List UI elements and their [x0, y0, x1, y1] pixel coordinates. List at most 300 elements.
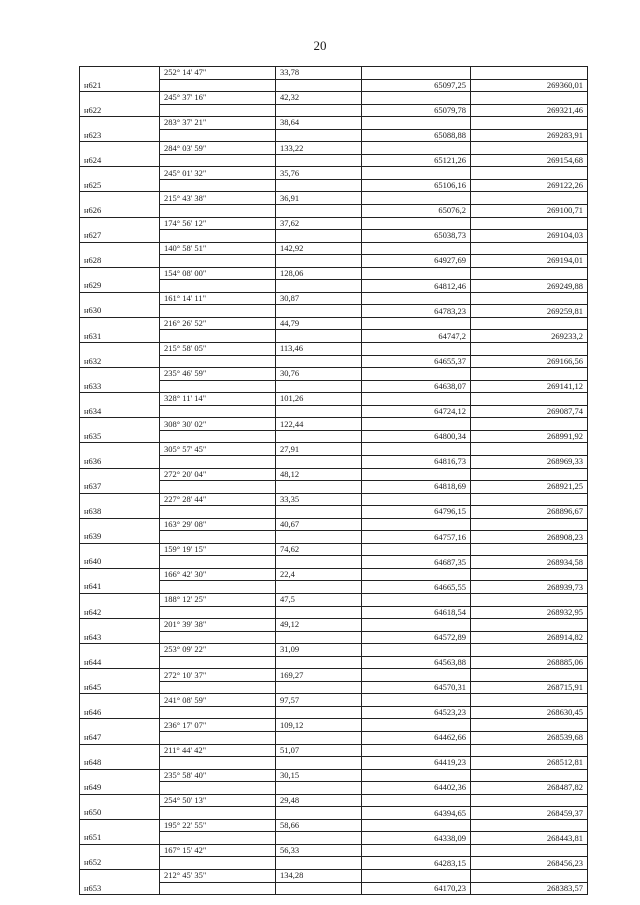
- point-name-cell: [80, 117, 160, 130]
- y-coordinate-cell: [471, 267, 588, 280]
- y-coordinate-cell: [471, 117, 588, 130]
- point-name-cell: н642: [80, 606, 160, 619]
- point-row: [80, 706, 588, 719]
- x-coordinate-cell: 64687,35: [362, 556, 471, 569]
- distance-cell: 42,32: [276, 92, 362, 105]
- y-coordinate-cell: 268885,06: [471, 656, 588, 669]
- y-coordinate-cell: [471, 669, 588, 682]
- distance-cell: [276, 280, 362, 293]
- y-coordinate-cell: 268896,67: [471, 506, 588, 519]
- y-coordinate-cell: 268934,58: [471, 556, 588, 569]
- distance-cell: 56,33: [276, 844, 362, 857]
- direction-angle-cell: 154° 08' 00": [160, 267, 276, 280]
- direction-angle-cell: 236° 17' 07": [160, 719, 276, 732]
- segment-row: [80, 769, 588, 782]
- point-row: [80, 757, 588, 770]
- x-coordinate-cell: [362, 292, 471, 305]
- point-name-cell: н645: [80, 681, 160, 694]
- x-coordinate-cell: [362, 694, 471, 707]
- direction-angle-cell: [160, 355, 276, 368]
- distance-cell: 38,64: [276, 117, 362, 130]
- distance-cell: [276, 807, 362, 820]
- point-name-cell: [80, 418, 160, 431]
- distance-cell: [276, 782, 362, 795]
- point-name-cell: [80, 443, 160, 456]
- direction-angle-cell: [160, 631, 276, 644]
- direction-angle-cell: [160, 280, 276, 293]
- point-name-cell: [80, 92, 160, 105]
- point-name-cell: [80, 317, 160, 330]
- x-coordinate-cell: 65106,16: [362, 179, 471, 192]
- point-row: [80, 179, 588, 192]
- segment-row: [80, 292, 588, 305]
- distance-cell: 30,76: [276, 368, 362, 381]
- segment-row: [80, 669, 588, 682]
- point-name-cell: [80, 870, 160, 883]
- point-name-cell: [80, 744, 160, 757]
- x-coordinate-cell: [362, 468, 471, 481]
- y-coordinate-cell: [471, 844, 588, 857]
- y-coordinate-cell: 268487,82: [471, 782, 588, 795]
- x-coordinate-cell: 64618,54: [362, 606, 471, 619]
- point-name-cell: [80, 393, 160, 406]
- point-name-cell: [80, 568, 160, 581]
- direction-angle-cell: 284° 03' 59": [160, 142, 276, 155]
- direction-angle-cell: [160, 104, 276, 117]
- distance-cell: [276, 506, 362, 519]
- direction-angle-cell: [160, 205, 276, 218]
- point-name-cell: [80, 192, 160, 205]
- point-name-cell: н647: [80, 731, 160, 744]
- point-row: [80, 807, 588, 820]
- point-row: [80, 581, 588, 594]
- direction-angle-cell: [160, 129, 276, 142]
- x-coordinate-cell: [362, 142, 471, 155]
- y-coordinate-cell: 268512,81: [471, 757, 588, 770]
- y-coordinate-cell: 268539,68: [471, 731, 588, 744]
- x-coordinate-cell: 64747,2: [362, 330, 471, 343]
- point-row: [80, 782, 588, 795]
- segment-row: [80, 343, 588, 356]
- segment-row: [80, 192, 588, 205]
- x-coordinate-cell: [362, 393, 471, 406]
- segment-row: [80, 619, 588, 632]
- point-row: [80, 255, 588, 268]
- segment-row: [80, 568, 588, 581]
- point-row: [80, 129, 588, 142]
- y-coordinate-cell: 268969,33: [471, 455, 588, 468]
- direction-angle-cell: 272° 10' 37": [160, 669, 276, 682]
- direction-angle-cell: 253° 09' 22": [160, 644, 276, 657]
- distance-cell: 30,87: [276, 292, 362, 305]
- y-coordinate-cell: [471, 217, 588, 230]
- direction-angle-cell: [160, 556, 276, 569]
- x-coordinate-cell: [362, 593, 471, 606]
- direction-angle-cell: 161° 14' 11": [160, 292, 276, 305]
- distance-cell: [276, 832, 362, 845]
- y-coordinate-cell: [471, 167, 588, 180]
- direction-angle-cell: [160, 681, 276, 694]
- x-coordinate-cell: [362, 619, 471, 632]
- distance-cell: 36,91: [276, 192, 362, 205]
- segment-row: [80, 794, 588, 807]
- x-coordinate-cell: 64927,69: [362, 255, 471, 268]
- x-coordinate-cell: [362, 443, 471, 456]
- x-coordinate-cell: [362, 418, 471, 431]
- point-row: [80, 380, 588, 393]
- direction-angle-cell: 201° 39' 38": [160, 619, 276, 632]
- distance-cell: [276, 305, 362, 318]
- segment-row: [80, 393, 588, 406]
- point-name-cell: [80, 844, 160, 857]
- direction-angle-cell: [160, 154, 276, 167]
- x-coordinate-cell: 64462,66: [362, 731, 471, 744]
- point-name-cell: [80, 819, 160, 832]
- direction-angle-cell: [160, 506, 276, 519]
- x-coordinate-cell: [362, 267, 471, 280]
- point-name-cell: н628: [80, 255, 160, 268]
- segment-row: [80, 368, 588, 381]
- direction-angle-cell: [160, 305, 276, 318]
- point-name-cell: н650: [80, 807, 160, 820]
- distance-cell: [276, 430, 362, 443]
- distance-cell: [276, 255, 362, 268]
- point-row: [80, 731, 588, 744]
- direction-angle-cell: [160, 807, 276, 820]
- direction-angle-cell: 159° 19' 15": [160, 543, 276, 556]
- direction-angle-cell: [160, 782, 276, 795]
- distance-cell: [276, 556, 362, 569]
- y-coordinate-cell: [471, 794, 588, 807]
- point-row: [80, 280, 588, 293]
- distance-cell: [276, 757, 362, 770]
- direction-angle-cell: 188° 12' 25": [160, 593, 276, 606]
- distance-cell: [276, 230, 362, 243]
- x-coordinate-cell: 64638,07: [362, 380, 471, 393]
- segment-row: [80, 493, 588, 506]
- segment-row: [80, 67, 588, 80]
- point-name-cell: [80, 694, 160, 707]
- segment-row: [80, 167, 588, 180]
- point-name-cell: н632: [80, 355, 160, 368]
- distance-cell: 109,12: [276, 719, 362, 732]
- point-name-cell: н641: [80, 581, 160, 594]
- y-coordinate-cell: 268921,25: [471, 481, 588, 494]
- direction-angle-cell: [160, 405, 276, 418]
- point-name-cell: [80, 217, 160, 230]
- x-coordinate-cell: [362, 92, 471, 105]
- point-name-cell: н639: [80, 531, 160, 544]
- direction-angle-cell: [160, 606, 276, 619]
- direction-angle-cell: 174° 56' 12": [160, 217, 276, 230]
- y-coordinate-cell: 268932,95: [471, 606, 588, 619]
- point-name-cell: н652: [80, 857, 160, 870]
- point-row: [80, 230, 588, 243]
- y-coordinate-cell: [471, 819, 588, 832]
- page-number: 20: [313, 38, 327, 53]
- point-name-cell: н623: [80, 129, 160, 142]
- direction-angle-cell: 140° 58' 51": [160, 242, 276, 255]
- segment-row: [80, 518, 588, 531]
- distance-cell: 51,07: [276, 744, 362, 757]
- segment-row: [80, 217, 588, 230]
- distance-cell: [276, 681, 362, 694]
- y-coordinate-cell: [471, 744, 588, 757]
- direction-angle-cell: [160, 656, 276, 669]
- point-row: [80, 681, 588, 694]
- point-name-cell: [80, 794, 160, 807]
- point-row: [80, 154, 588, 167]
- y-coordinate-cell: 268991,92: [471, 430, 588, 443]
- point-name-cell: н636: [80, 455, 160, 468]
- x-coordinate-cell: [362, 568, 471, 581]
- point-name-cell: н646: [80, 706, 160, 719]
- point-name-cell: [80, 719, 160, 732]
- distance-cell: 97,57: [276, 694, 362, 707]
- distance-cell: 134,28: [276, 870, 362, 883]
- y-coordinate-cell: [471, 694, 588, 707]
- point-name-cell: н643: [80, 631, 160, 644]
- y-coordinate-cell: 269122,26: [471, 179, 588, 192]
- segment-row: [80, 819, 588, 832]
- segment-row: [80, 719, 588, 732]
- point-row: [80, 556, 588, 569]
- x-coordinate-cell: [362, 117, 471, 130]
- point-row: [80, 405, 588, 418]
- direction-angle-cell: 227° 28' 44": [160, 493, 276, 506]
- point-row: [80, 506, 588, 519]
- point-name-cell: [80, 669, 160, 682]
- point-name-cell: н621: [80, 79, 160, 92]
- y-coordinate-cell: 268630,45: [471, 706, 588, 719]
- direction-angle-cell: 308° 30' 02": [160, 418, 276, 431]
- point-name-cell: [80, 368, 160, 381]
- distance-cell: 113,46: [276, 343, 362, 356]
- distance-cell: 101,26: [276, 393, 362, 406]
- y-coordinate-cell: [471, 192, 588, 205]
- x-coordinate-cell: [362, 493, 471, 506]
- distance-cell: [276, 129, 362, 142]
- point-name-cell: [80, 518, 160, 531]
- distance-cell: 58,66: [276, 819, 362, 832]
- segment-row: [80, 468, 588, 481]
- distance-cell: 33,35: [276, 493, 362, 506]
- x-coordinate-cell: 64757,16: [362, 531, 471, 544]
- x-coordinate-cell: 64655,37: [362, 355, 471, 368]
- distance-cell: [276, 631, 362, 644]
- distance-cell: [276, 731, 362, 744]
- distance-cell: 37,62: [276, 217, 362, 230]
- y-coordinate-cell: [471, 543, 588, 556]
- x-coordinate-cell: 64724,12: [362, 405, 471, 418]
- point-name-cell: н638: [80, 506, 160, 519]
- x-coordinate-cell: 64394,65: [362, 807, 471, 820]
- point-name-cell: н635: [80, 430, 160, 443]
- point-row: [80, 882, 588, 895]
- distance-cell: [276, 581, 362, 594]
- x-coordinate-cell: 64783,23: [362, 305, 471, 318]
- x-coordinate-cell: [362, 242, 471, 255]
- y-coordinate-cell: [471, 343, 588, 356]
- y-coordinate-cell: [471, 418, 588, 431]
- point-row: [80, 205, 588, 218]
- direction-angle-cell: [160, 481, 276, 494]
- y-coordinate-cell: 268459,37: [471, 807, 588, 820]
- y-coordinate-cell: 269104,03: [471, 230, 588, 243]
- direction-angle-cell: 241° 08' 59": [160, 694, 276, 707]
- point-name-cell: [80, 67, 160, 80]
- point-name-cell: н648: [80, 757, 160, 770]
- x-coordinate-cell: 65076,2: [362, 205, 471, 218]
- direction-angle-cell: 216° 26' 52": [160, 317, 276, 330]
- segment-row: [80, 317, 588, 330]
- x-coordinate-cell: 64570,31: [362, 681, 471, 694]
- y-coordinate-cell: [471, 443, 588, 456]
- segment-row: [80, 870, 588, 883]
- segment-row: [80, 644, 588, 657]
- direction-angle-cell: [160, 330, 276, 343]
- y-coordinate-cell: [471, 870, 588, 883]
- direction-angle-cell: 245° 37' 16": [160, 92, 276, 105]
- distance-cell: [276, 380, 362, 393]
- direction-angle-cell: [160, 430, 276, 443]
- y-coordinate-cell: 268456,23: [471, 857, 588, 870]
- point-row: [80, 656, 588, 669]
- direction-angle-cell: [160, 531, 276, 544]
- distance-cell: [276, 882, 362, 895]
- distance-cell: 47,5: [276, 593, 362, 606]
- point-row: [80, 330, 588, 343]
- point-name-cell: н627: [80, 230, 160, 243]
- distance-cell: 74,62: [276, 543, 362, 556]
- x-coordinate-cell: [362, 368, 471, 381]
- x-coordinate-cell: [362, 317, 471, 330]
- direction-angle-cell: 305° 57' 45": [160, 443, 276, 456]
- distance-cell: 128,06: [276, 267, 362, 280]
- segment-row: [80, 844, 588, 857]
- y-coordinate-cell: [471, 368, 588, 381]
- y-coordinate-cell: [471, 719, 588, 732]
- point-row: [80, 104, 588, 117]
- y-coordinate-cell: 269360,01: [471, 79, 588, 92]
- x-coordinate-cell: 64800,34: [362, 430, 471, 443]
- point-name-cell: [80, 142, 160, 155]
- y-coordinate-cell: 268908,23: [471, 531, 588, 544]
- y-coordinate-cell: 269154,68: [471, 154, 588, 167]
- y-coordinate-cell: 268914,82: [471, 631, 588, 644]
- y-coordinate-cell: [471, 769, 588, 782]
- x-coordinate-cell: [362, 644, 471, 657]
- y-coordinate-cell: [471, 67, 588, 80]
- x-coordinate-cell: 64283,15: [362, 857, 471, 870]
- y-coordinate-cell: 269166,56: [471, 355, 588, 368]
- point-name-cell: н626: [80, 205, 160, 218]
- point-name-cell: н640: [80, 556, 160, 569]
- y-coordinate-cell: [471, 619, 588, 632]
- segment-row: [80, 543, 588, 556]
- direction-angle-cell: 254° 50' 13": [160, 794, 276, 807]
- point-name-cell: [80, 242, 160, 255]
- y-coordinate-cell: 269100,71: [471, 205, 588, 218]
- distance-cell: 44,79: [276, 317, 362, 330]
- distance-cell: [276, 405, 362, 418]
- point-name-cell: н637: [80, 481, 160, 494]
- x-coordinate-cell: [362, 543, 471, 556]
- segment-row: [80, 593, 588, 606]
- point-name-cell: н633: [80, 380, 160, 393]
- x-coordinate-cell: 64572,89: [362, 631, 471, 644]
- segment-row: [80, 117, 588, 130]
- segment-row: [80, 744, 588, 757]
- y-coordinate-cell: [471, 644, 588, 657]
- direction-angle-cell: 212° 45' 35": [160, 870, 276, 883]
- point-name-cell: [80, 493, 160, 506]
- distance-cell: 133,22: [276, 142, 362, 155]
- point-row: [80, 631, 588, 644]
- point-name-cell: [80, 543, 160, 556]
- distance-cell: 35,76: [276, 167, 362, 180]
- x-coordinate-cell: 64338,09: [362, 832, 471, 845]
- direction-angle-cell: 195° 22' 55": [160, 819, 276, 832]
- x-coordinate-cell: 64812,46: [362, 280, 471, 293]
- direction-angle-cell: 215° 43' 38": [160, 192, 276, 205]
- y-coordinate-cell: [471, 317, 588, 330]
- distance-cell: 122,44: [276, 418, 362, 431]
- point-name-cell: [80, 292, 160, 305]
- direction-angle-cell: [160, 832, 276, 845]
- distance-cell: [276, 606, 362, 619]
- distance-cell: [276, 205, 362, 218]
- direction-angle-cell: 272° 20' 04": [160, 468, 276, 481]
- point-name-cell: [80, 167, 160, 180]
- direction-angle-cell: [160, 757, 276, 770]
- point-row: [80, 531, 588, 544]
- point-name-cell: [80, 343, 160, 356]
- y-coordinate-cell: [471, 393, 588, 406]
- x-coordinate-cell: 65038,73: [362, 230, 471, 243]
- point-name-cell: н651: [80, 832, 160, 845]
- direction-angle-cell: [160, 706, 276, 719]
- y-coordinate-cell: 269141,12: [471, 380, 588, 393]
- point-row: [80, 481, 588, 494]
- direction-angle-cell: [160, 230, 276, 243]
- x-coordinate-cell: 64816,73: [362, 455, 471, 468]
- distance-cell: 29,48: [276, 794, 362, 807]
- direction-angle-cell: 283° 37' 21": [160, 117, 276, 130]
- x-coordinate-cell: 65079,78: [362, 104, 471, 117]
- distance-cell: 33,78: [276, 67, 362, 80]
- distance-cell: [276, 104, 362, 117]
- point-row: [80, 606, 588, 619]
- direction-angle-cell: [160, 179, 276, 192]
- x-coordinate-cell: 64665,55: [362, 581, 471, 594]
- segment-row: [80, 267, 588, 280]
- x-coordinate-cell: 64796,15: [362, 506, 471, 519]
- x-coordinate-cell: 64818,69: [362, 481, 471, 494]
- distance-cell: [276, 455, 362, 468]
- x-coordinate-cell: 64419,23: [362, 757, 471, 770]
- distance-cell: 40,67: [276, 518, 362, 531]
- point-row: [80, 455, 588, 468]
- point-name-cell: н644: [80, 656, 160, 669]
- segment-row: [80, 92, 588, 105]
- y-coordinate-cell: 269283,91: [471, 129, 588, 142]
- distance-cell: 48,12: [276, 468, 362, 481]
- y-coordinate-cell: 268383,57: [471, 882, 588, 895]
- coordinates-table-body: [80, 67, 588, 895]
- point-name-cell: н630: [80, 305, 160, 318]
- distance-cell: 31,09: [276, 644, 362, 657]
